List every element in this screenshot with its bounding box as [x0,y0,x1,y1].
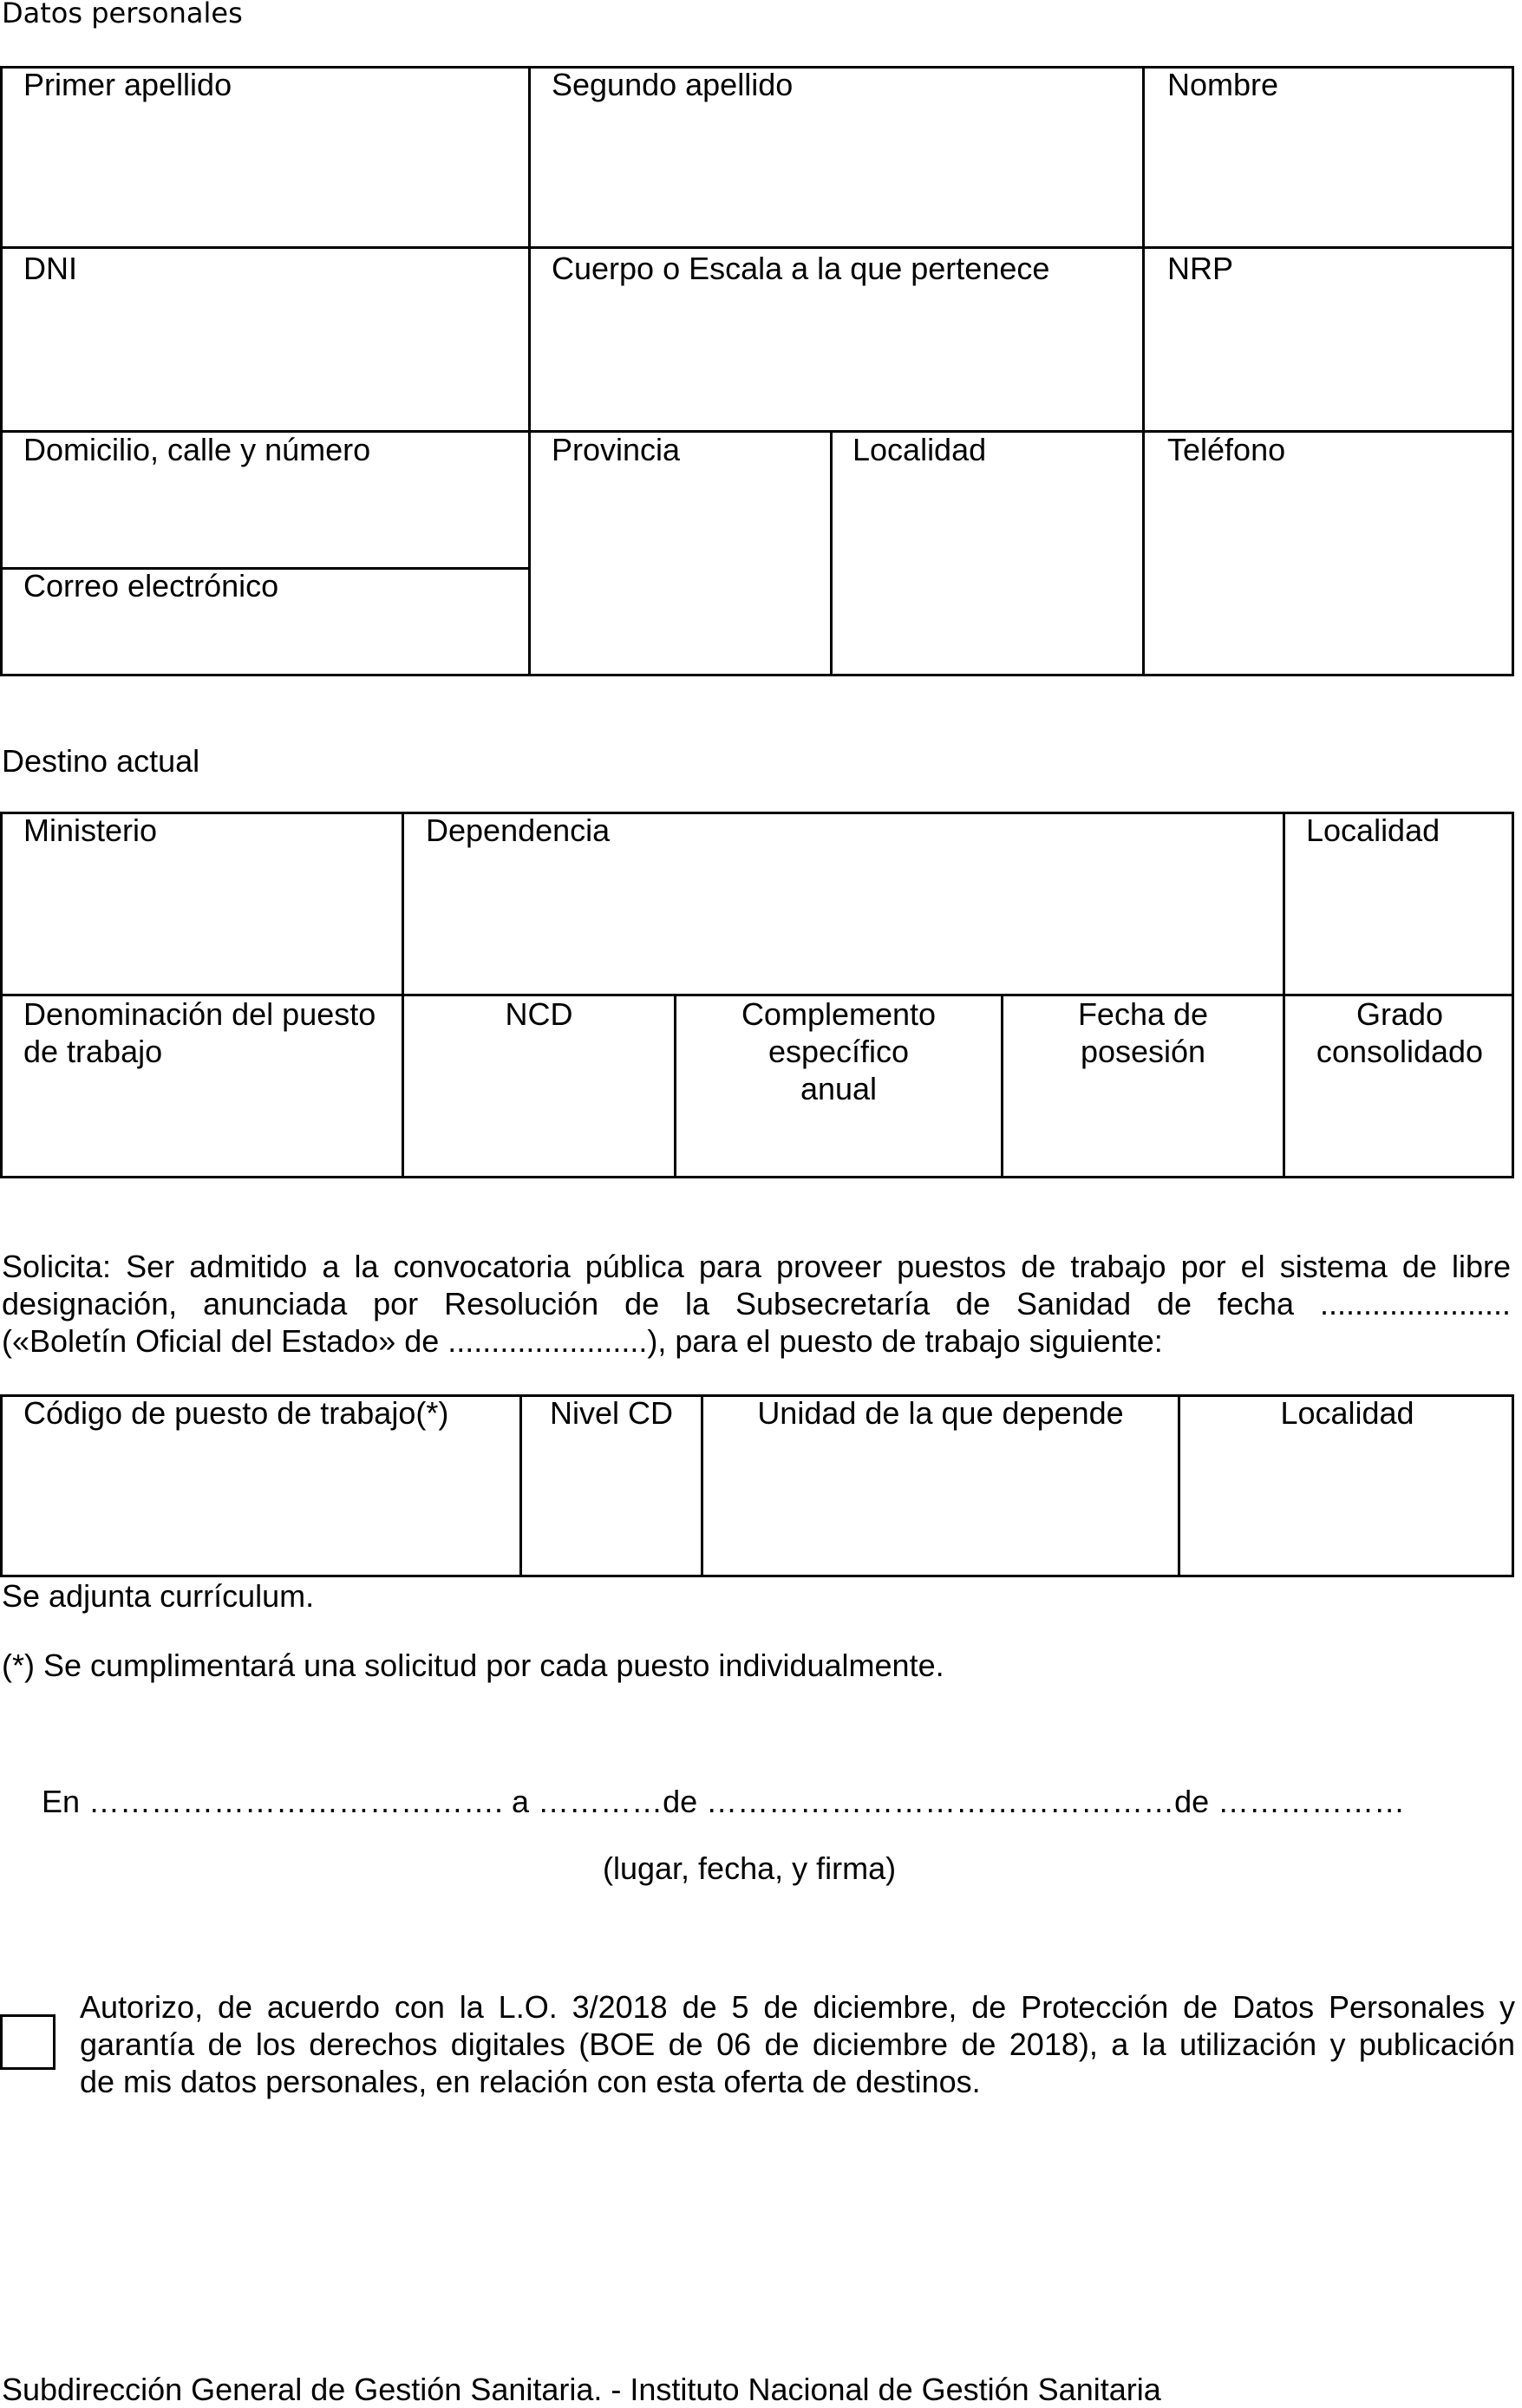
complemento-line: Complemento [741,996,937,1032]
request-line: Solicita: Ser admitido a la convocatoria pública para proveer puestos de trabajo por el sistema de libre [2,1249,1511,1284]
field-ncd[interactable]: NCD [505,996,573,1032]
field-denominacion[interactable] [23,995,376,1070]
footer-text: Subdirección General de Gestión Sanitaria. - Instituto Nacional de Gestión Sanitaria [2,2372,1161,2407]
field-complemento[interactable] [676,995,1001,1107]
authorization-line: Autorizo, de acuerdo con la L.O. 3/2018 de 5 de diciembre, de Protección de Datos Personales y [80,1989,1515,2025]
field-domicilio[interactable]: Domicilio, calle y número [23,432,371,467]
denominacion-line: de trabajo [23,1034,163,1069]
field-codigo-puesto[interactable]: Código de puesto de trabajo(*) [23,1395,449,1431]
grado-line: consolidado [1316,1034,1484,1069]
authorization-line: de mis datos personales, en relación con esta oferta de destinos. [80,2064,981,2099]
field-dependencia[interactable]: Dependencia [426,812,611,848]
authorization-line: garantía de los derechos digitales (BOE de 06 de diciembre de 2018), a la utilización y publicación [80,2026,1515,2062]
request-paragraph [2,1248,1511,1360]
field-localidad-destino[interactable]: Localidad [1306,812,1440,848]
field-nivel-cd[interactable]: Nivel CD [549,1395,673,1431]
request-line: («Boletín Oficial del Estado» de .......................), para el puesto de trabajo siguiente: [2,1323,1163,1359]
asterisk-note: (*) Se cumplimentará una solicitud por cada puesto individualmente. [2,1648,944,1683]
fecha-line: posesión [1080,1034,1206,1069]
field-fecha-posesion[interactable] [1003,995,1283,1070]
field-nrp[interactable]: NRP [1167,251,1234,286]
complemento-line: anual [800,1071,878,1106]
denominacion-line: Denominación del puesto [23,996,376,1032]
row-divider [0,246,1514,249]
field-provincia[interactable]: Provincia [552,432,681,467]
authorization-checkbox[interactable] [0,2014,56,2070]
personal-data-title: Datos personales [2,0,243,29]
col-divider [1142,66,1145,676]
field-dni[interactable]: DNI [23,251,77,286]
field-nombre[interactable]: Nombre [1167,67,1279,102]
col-divider [528,66,531,676]
curriculum-note: Se adjunta currículum. [2,1578,315,1614]
field-localidad[interactable]: Localidad [852,432,987,467]
field-grado[interactable] [1285,995,1514,1070]
field-localidad-puesto[interactable]: Localidad [1280,1395,1414,1431]
field-correo[interactable]: Correo electrónico [23,568,279,604]
field-primer-apellido[interactable]: Primer apellido [23,67,232,102]
field-cuerpo-escala[interactable]: Cuerpo o Escala a la que pertenece [552,251,1050,286]
request-line: designación, anunciada por Resolución de la Subsecretaría de Sanidad de fecha ...................... [2,1286,1511,1321]
current-post-title: Destino actual [2,743,200,779]
field-ministerio[interactable]: Ministerio [23,812,158,848]
col-divider [830,430,833,676]
field-unidad[interactable]: Unidad de la que depende [757,1395,1124,1431]
signature-caption: (lugar, fecha, y firma) [603,1850,897,1886]
field-telefono[interactable]: Teléfono [1167,432,1286,467]
grado-line: Grado [1355,996,1444,1032]
signature-line[interactable]: En …………………………………. a …………de ………………………………………de ……………… [42,1784,1406,1819]
authorization-text [80,1988,1515,2100]
fecha-line: Fecha de [1077,996,1209,1032]
complemento-line: específico [768,1034,910,1069]
field-segundo-apellido[interactable]: Segundo apellido [552,67,794,102]
